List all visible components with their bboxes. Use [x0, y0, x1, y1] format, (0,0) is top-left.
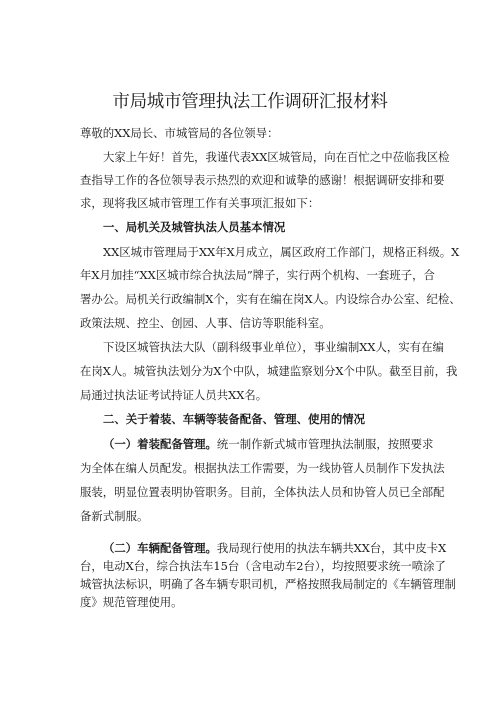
section-2-item-1-text-1: 统一制作新式城市管理执法制服，按照要求 [216, 437, 434, 451]
section-2-item-1-line-2: 为全体在编人员配发。根据执法工作需要，为一线协管人员制作下发执法 [80, 461, 445, 475]
section-1-para-1-line-3: 署办公。局机关行政编制X个，实有在编在岗X人。内设综合办公室、纪检、 [80, 292, 461, 306]
section-1-para-2-line-3: 局通过执法证考试持证人员共XX名。 [80, 388, 268, 402]
intro-line-1: 大家上午好！首先，我谨代表XX区城管局，向在百忙之中莅临我区检 [103, 150, 450, 164]
section-2-item-1-label: （一）着装配备管理。 [103, 437, 217, 451]
section-2-item-2-label: （二）车辆配备管理。 [103, 541, 217, 555]
section-1-para-1-line-2: 年X月加挂“XX区城市综合执法局”牌子，实行两个机构、一套班子，合 [80, 268, 435, 282]
section-2-item-2-text-1: 我局现行使用的执法车辆共XX台，其中皮卡X [216, 541, 447, 555]
section-1-para-2-line-1: 下设区城管执法大队（副科级事业单位），事业编制XX人，实有在编 [103, 340, 444, 354]
salutation: 尊敬的XX局长、市城管局的各位领导： [80, 126, 279, 140]
section-1-para-2-line-2: 在岗X人。城管执法划分为X个中队，城建监察划分X个中队。截至目前，我 [80, 364, 458, 378]
section-2-item-2-line-2: 台，电动X台，综合执法车15台（含电动车2台），均按照要求统一喷涂了 [80, 559, 446, 573]
section-2-item-1-line-3: 服装，明显位置表明协管职务。目前，全体执法人员和协管人员已全部配 [80, 485, 445, 499]
section-2-item-2-line-1 [103, 541, 447, 555]
intro-line-2: 查指导工作的各位领导表示热烈的欢迎和诚挚的感谢！根据调研安排和要 [80, 173, 445, 187]
section-2-item-1-line-1 [103, 437, 434, 451]
section-2-item-1-line-4: 备新式制服。 [80, 509, 149, 523]
section-1-para-1-line-4: 政策法规、控尘、创园、人事、信访等职能科室。 [80, 316, 331, 330]
section-1-heading: 一、局机关及城管执法人员基本情况 [103, 220, 286, 234]
section-2-item-2-line-3: 城管执法标识，明确了各车辆专职司机，严格按照我局制定的《车辆管理制 [80, 577, 456, 591]
section-2-heading: 二、关于着装、车辆等装备配备、管理、使用的情况 [103, 412, 365, 426]
section-1-para-1-line-1: XX区城市管理局于XX年X月成立，属区政府工作部门，规格正科级。X [103, 245, 460, 259]
section-2-item-2-line-4: 度》规范管理使用。 [80, 595, 183, 609]
document-title: 市局城市管理执法工作调研汇报材料 [112, 92, 388, 112]
intro-line-3: 求，现将我区城市管理工作有关事项汇报如下： [80, 196, 320, 210]
